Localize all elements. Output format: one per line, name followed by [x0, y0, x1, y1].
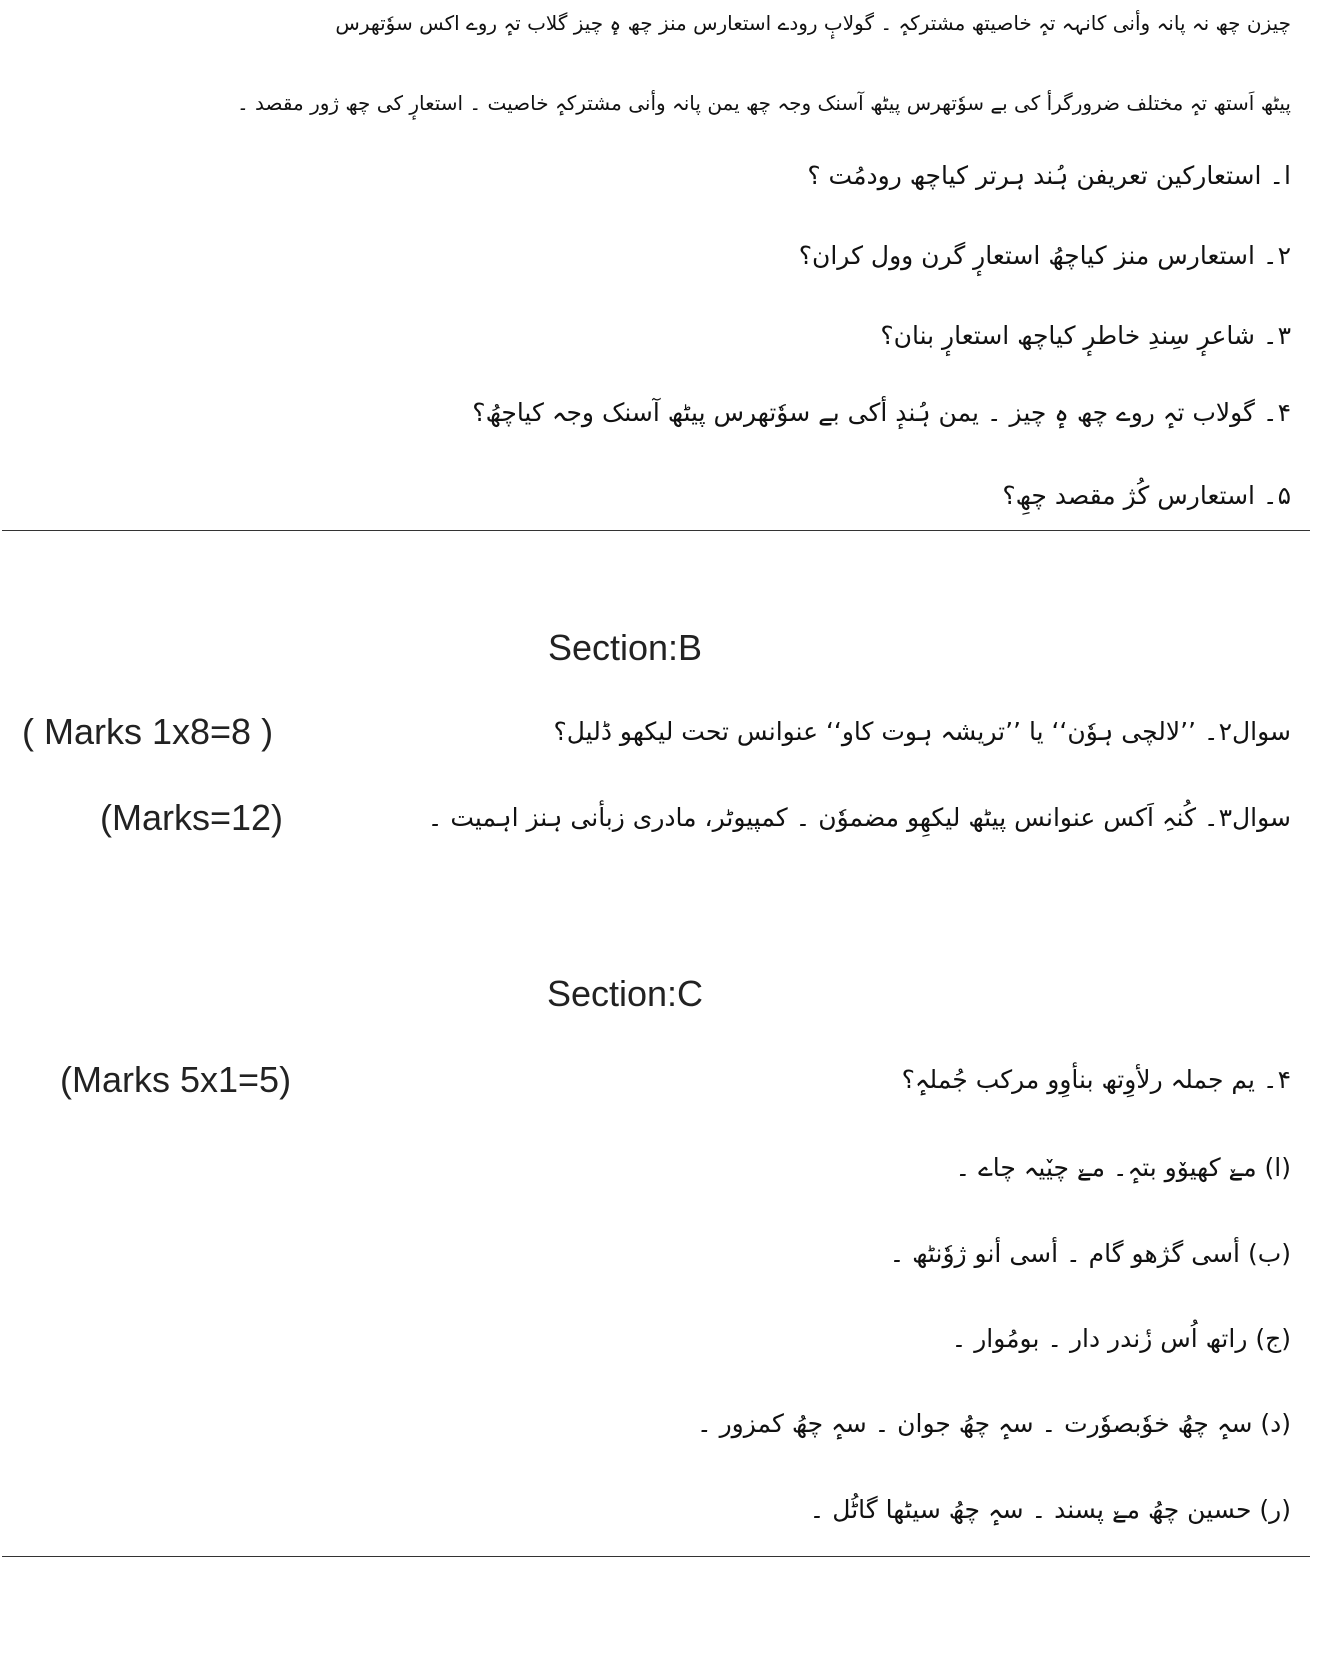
divider: [2, 1556, 1310, 1557]
section-b-question-3: سوال۳۔ کُنہِ اَکس عنوانس پیٹھ لیکھِو مضموٗن ۔ کمپیوٹر، مادری زبأنی ہنز اہمیت ۔: [427, 803, 1291, 832]
item-b: (ب) أسی گژھو گام ۔ أسی أنو ژوٗنٹھ ۔: [889, 1239, 1291, 1268]
question-5: ۵۔ استعارس کُژ مقصد چھِ؟: [1002, 481, 1291, 510]
item-j: (ج) راتھ اُس زٔندر دار ۔ بومُوار ۔: [951, 1324, 1291, 1353]
item-r: (ر) حسین چھُ مےٚ پسند ۔ سہٕ چھُ سیٹھا گاٹُل ۔: [809, 1495, 1291, 1524]
paragraph-line-1: چیزن چھ نہ پانہ وأنی کانہہ تہٕ خاصیتھ مشترکہٕ ۔ گولابٕ رودے استعارس منز چھ ہٕ چیز گلاب تہٕ روے اکس سوٗتھرس: [335, 11, 1291, 35]
paragraph-line-2: پیٹھ اَستھ تہٕ مختلف ضرورگرأ کی بے سوٗتھرس پیٹھ آسنک وجہ چھ یمن پانہ وأنی مشترکہٕ خاصیت ۔ استعارٕ کی چھ ژور مقصد ۔: [236, 91, 1291, 115]
section-b-marks-3: (Marks=12): [100, 797, 284, 838]
section-b-question-2: سوال۲۔ ’’لالچی ہوٗن‘‘ یا ’’تریشہ ہوت کاو‘‘ عنوانس تحت لیکھو ڈلیل؟: [553, 717, 1291, 746]
section-c-heading: Section:C: [546, 973, 704, 1014]
item-d: (د) سہٕ چھُ خوٗبصوٗرت ۔ سہٕ چھُ جوان ۔ سہٕ چھُ کمزور ۔: [697, 1409, 1291, 1438]
section-c-question-4: ۴۔ یم جملہ رلأوِتھ بنأوِو مرکب جُملہٕ؟: [901, 1065, 1291, 1094]
section-c-marks: (Marks 5x1=5): [60, 1059, 292, 1100]
question-1: ا۔ استعارکین تعریفن ہُند ہرتر کیاچھ رودمُت ؟: [807, 161, 1291, 190]
item-a: (ا) مےٚ کھیوٚو بتہٕ۔ مےٚ چیٚیہ چاے ۔: [955, 1153, 1291, 1182]
section-b-heading: Section:B: [547, 627, 703, 668]
question-3: ۳۔ شاعرٕ سِندِ خاطرٕ کیاچھ استعارٕ بنان؟: [880, 321, 1291, 350]
divider: [2, 530, 1310, 531]
section-b-marks-2: ( Marks 1x8=8 ): [22, 711, 274, 752]
question-4: ۴۔ گولاب تہٕ روے چھ ہٕ چیز ۔ یمن ہُندٕ أکی بے سوٗتھرس پیٹھ آسنک وجہ کیاچھُ؟: [472, 398, 1291, 427]
question-2: ۲۔ استعارس منز کیاچھُ استعارٕ گرن وول کران؟: [798, 241, 1291, 270]
